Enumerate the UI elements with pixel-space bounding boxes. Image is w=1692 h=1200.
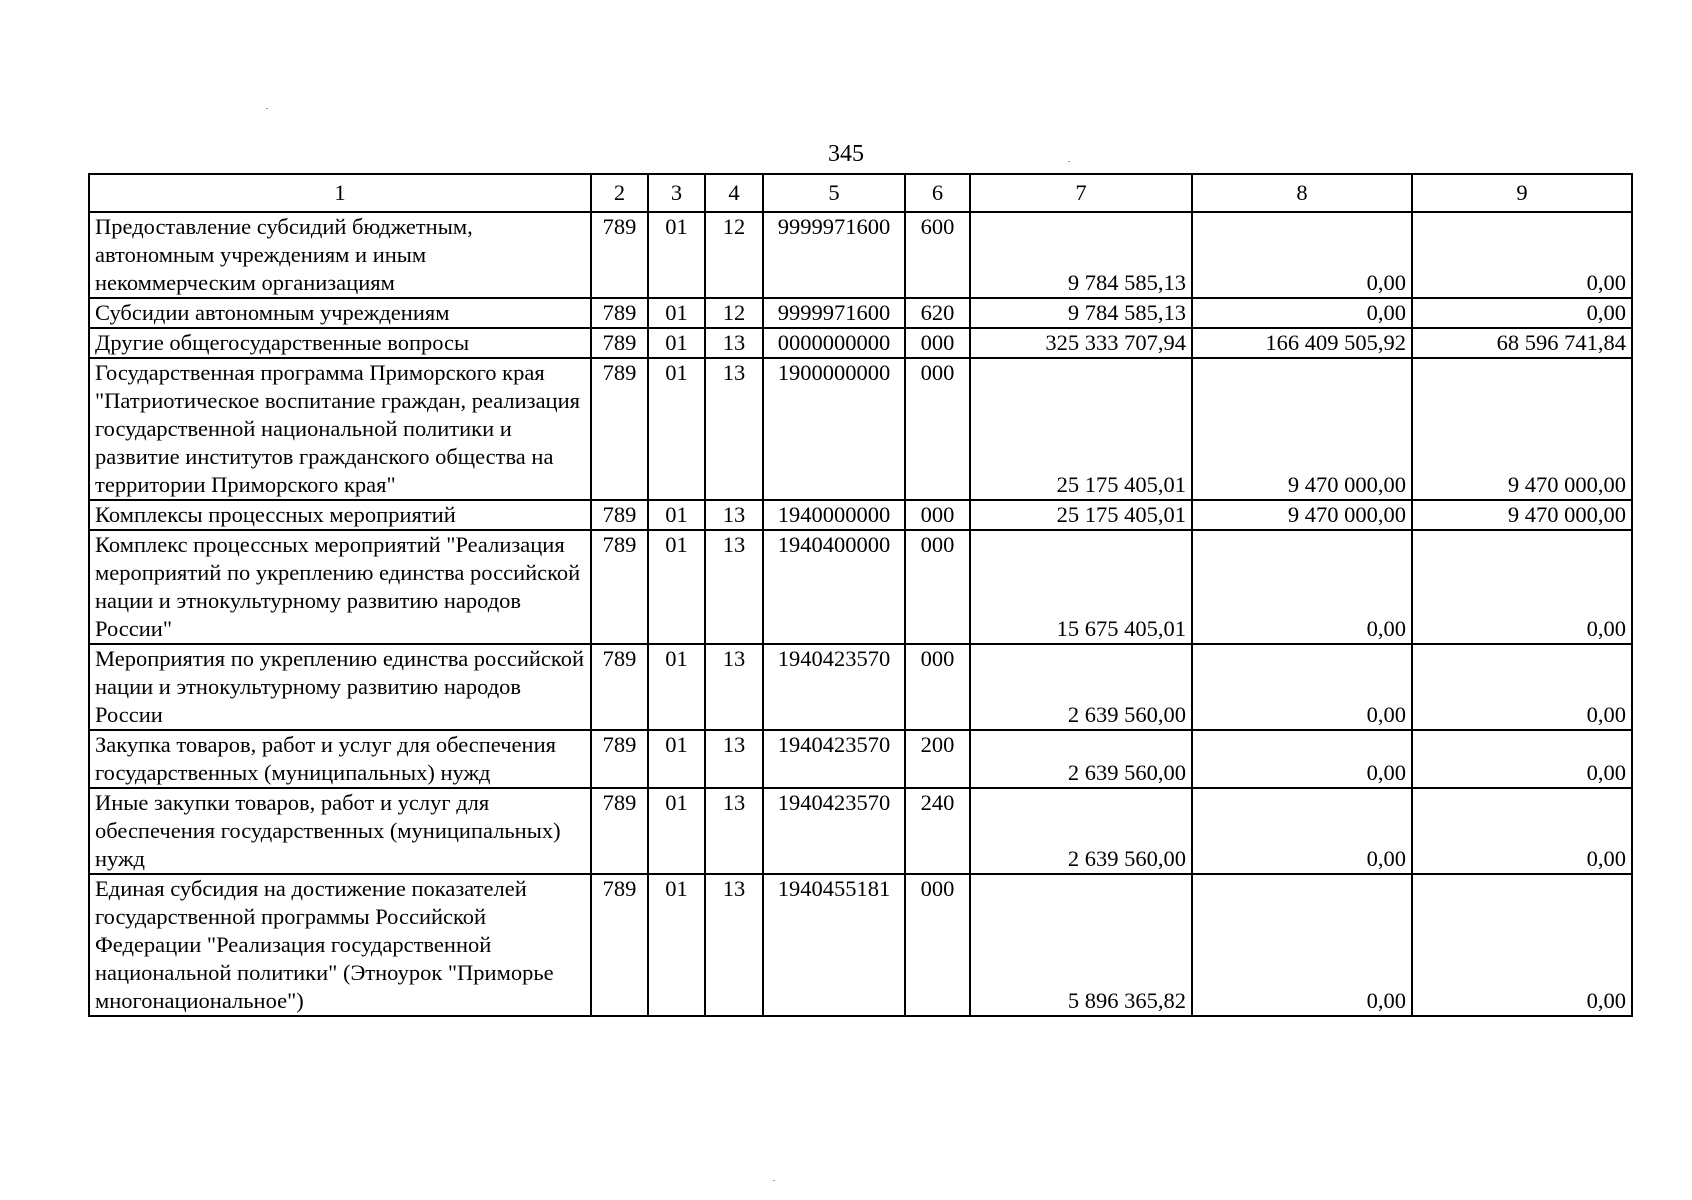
cell-amount-7: 25 175 405,01 [970, 358, 1192, 500]
cell-code-3: 01 [648, 298, 705, 328]
row-name: Комплекс процессных мероприятий "Реализация мероприятий по укреплению единства российской нации и этнокультурному развитию народов России" [89, 530, 591, 644]
cell-code-3: 01 [648, 358, 705, 500]
cell-amount-8: 0,00 [1192, 874, 1412, 1016]
cell-amount-9: 68 596 741,84 [1412, 328, 1632, 358]
cell-code-4: 13 [705, 530, 763, 644]
cell-code-3: 01 [648, 644, 705, 730]
column-header: 6 [905, 174, 970, 212]
table-row [89, 500, 1632, 530]
cell-code-2: 789 [591, 788, 648, 874]
cell-amount-8: 9 470 000,00 [1192, 358, 1412, 500]
cell-code-2: 789 [591, 500, 648, 530]
cell-code-2: 789 [591, 328, 648, 358]
cell-amount-7: 5 896 365,82 [970, 874, 1192, 1016]
table-row [89, 730, 1632, 788]
cell-code-3: 01 [648, 500, 705, 530]
cell-amount-9: 0,00 [1412, 788, 1632, 874]
cell-code-2: 789 [591, 874, 648, 1016]
cell-code-6: 000 [905, 500, 970, 530]
cell-amount-7: 325 333 707,94 [970, 328, 1192, 358]
table-row [89, 788, 1632, 874]
cell-code-5: 1940455181 [763, 874, 905, 1016]
cell-code-2: 789 [591, 530, 648, 644]
cell-code-5: 9999971600 [763, 298, 905, 328]
cell-code-3: 01 [648, 730, 705, 788]
cell-code-3: 01 [648, 212, 705, 298]
cell-amount-7: 2 639 560,00 [970, 730, 1192, 788]
column-header: 3 [648, 174, 705, 212]
table-row [89, 328, 1632, 358]
cell-code-6: 000 [905, 874, 970, 1016]
cell-code-2: 789 [591, 358, 648, 500]
row-name: Другие общегосударственные вопросы [89, 328, 591, 358]
row-name: Комплексы процессных мероприятий [89, 500, 591, 530]
table-row [89, 644, 1632, 730]
cell-amount-7: 25 175 405,01 [970, 500, 1192, 530]
header-row [89, 174, 1632, 212]
cell-amount-8: 166 409 505,92 [1192, 328, 1412, 358]
cell-amount-9: 0,00 [1412, 730, 1632, 788]
cell-code-6: 000 [905, 530, 970, 644]
page-number: 345 [828, 141, 864, 167]
table-row [89, 358, 1632, 500]
cell-amount-9: 0,00 [1412, 874, 1632, 1016]
cell-code-5: 1940423570 [763, 788, 905, 874]
column-header: 5 [763, 174, 905, 212]
cell-code-3: 01 [648, 530, 705, 644]
cell-amount-7: 2 639 560,00 [970, 788, 1192, 874]
row-name: Закупка товаров, работ и услуг для обеспечения государственных (муниципальных) нужд [89, 730, 591, 788]
cell-amount-7: 9 784 585,13 [970, 212, 1192, 298]
cell-code-4: 13 [705, 358, 763, 500]
cell-code-6: 000 [905, 358, 970, 500]
cell-code-2: 789 [591, 730, 648, 788]
cell-code-3: 01 [648, 328, 705, 358]
cell-code-5: 1900000000 [763, 358, 905, 500]
cell-code-5: 1940423570 [763, 730, 905, 788]
column-header: 4 [705, 174, 763, 212]
row-name: Субсидии автономным учреждениям [89, 298, 591, 328]
column-header: 2 [591, 174, 648, 212]
cell-amount-8: 0,00 [1192, 644, 1412, 730]
cell-code-5: 9999971600 [763, 212, 905, 298]
table-row [89, 298, 1632, 328]
column-header: 1 [89, 174, 591, 212]
cell-amount-7: 9 784 585,13 [970, 298, 1192, 328]
cell-code-4: 13 [705, 788, 763, 874]
cell-amount-8: 0,00 [1192, 212, 1412, 298]
cell-amount-9: 9 470 000,00 [1412, 358, 1632, 500]
table-row [89, 212, 1632, 298]
scan-speck [1068, 161, 1070, 162]
row-name: Иные закупки товаров, работ и услуг для обеспечения государственных (муниципальных) нужд [89, 788, 591, 874]
cell-code-6: 000 [905, 328, 970, 358]
cell-code-4: 13 [705, 730, 763, 788]
row-name: Государственная программа Приморского края "Патриотическое воспитание граждан, реализация государственной национальной политики и развитие институтов гражданского общества на территории Приморского края" [89, 358, 591, 500]
cell-code-6: 000 [905, 644, 970, 730]
cell-code-5: 1940400000 [763, 530, 905, 644]
column-header: 8 [1192, 174, 1412, 212]
cell-amount-9: 0,00 [1412, 298, 1632, 328]
cell-code-4: 13 [705, 874, 763, 1016]
scan-speck [266, 108, 268, 109]
cell-code-4: 13 [705, 644, 763, 730]
cell-code-2: 789 [591, 644, 648, 730]
table-row [89, 530, 1632, 644]
cell-code-2: 789 [591, 212, 648, 298]
cell-code-6: 240 [905, 788, 970, 874]
cell-code-2: 789 [591, 298, 648, 328]
column-header: 7 [970, 174, 1192, 212]
row-name: Мероприятия по укреплению единства российской нации и этнокультурному развитию народов России [89, 644, 591, 730]
cell-amount-9: 0,00 [1412, 212, 1632, 298]
column-header: 9 [1412, 174, 1632, 212]
row-name: Единая субсидия на достижение показателей государственной программы Российской Федерации "Реализация государственной национальной политики" (Этноурок "Приморье многонациональное") [89, 874, 591, 1016]
cell-code-4: 13 [705, 500, 763, 530]
cell-amount-7: 15 675 405,01 [970, 530, 1192, 644]
cell-code-6: 600 [905, 212, 970, 298]
row-name: Предоставление субсидий бюджетным, автономным учреждениям и иным некоммерческим организациям [89, 212, 591, 298]
cell-code-5: 0000000000 [763, 328, 905, 358]
cell-code-5: 1940000000 [763, 500, 905, 530]
cell-amount-8: 0,00 [1192, 530, 1412, 644]
cell-code-6: 620 [905, 298, 970, 328]
cell-code-3: 01 [648, 874, 705, 1016]
cell-amount-8: 0,00 [1192, 730, 1412, 788]
cell-code-5: 1940423570 [763, 644, 905, 730]
cell-code-3: 01 [648, 788, 705, 874]
scan-speck [773, 1180, 775, 1181]
cell-amount-9: 0,00 [1412, 644, 1632, 730]
cell-code-4: 12 [705, 298, 763, 328]
cell-amount-8: 0,00 [1192, 298, 1412, 328]
cell-code-6: 200 [905, 730, 970, 788]
cell-code-4: 12 [705, 212, 763, 298]
cell-amount-7: 2 639 560,00 [970, 644, 1192, 730]
cell-amount-8: 9 470 000,00 [1192, 500, 1412, 530]
cell-amount-9: 9 470 000,00 [1412, 500, 1632, 530]
table-row [89, 874, 1632, 1016]
cell-code-4: 13 [705, 328, 763, 358]
budget-table [88, 173, 1633, 1017]
cell-amount-9: 0,00 [1412, 530, 1632, 644]
cell-amount-8: 0,00 [1192, 788, 1412, 874]
